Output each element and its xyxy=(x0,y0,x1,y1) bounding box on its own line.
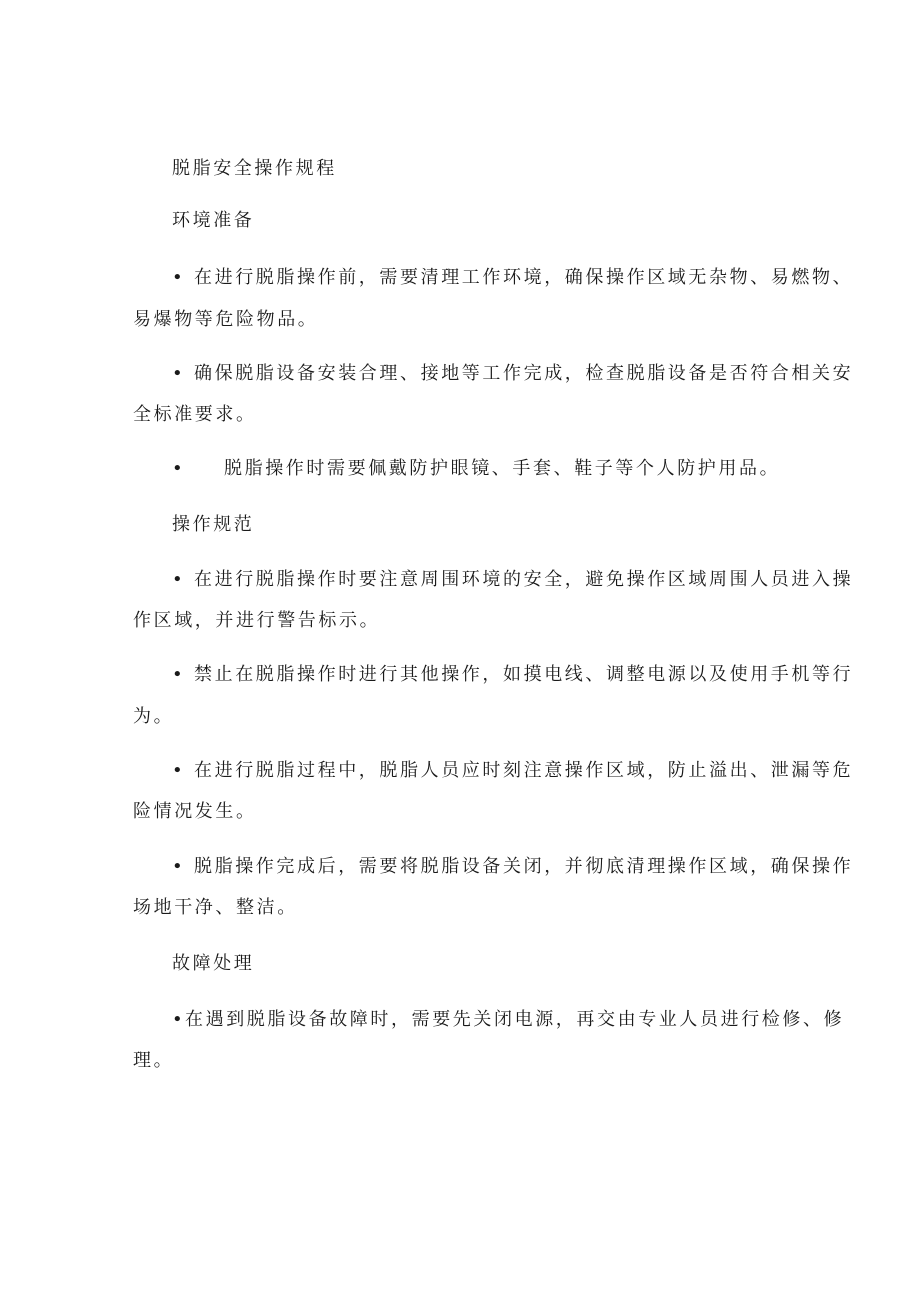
bullet-icon: • xyxy=(172,458,183,479)
list-item xyxy=(172,855,853,879)
section-heading: 环境准备 xyxy=(172,210,255,231)
list-item-text: 脱脂操作完成后，需要将脱脂设备关闭，并彻底清理操作区域，确保操作 xyxy=(194,856,854,877)
list-item xyxy=(172,457,780,481)
list-item xyxy=(172,1008,844,1032)
section-heading: 操作规范 xyxy=(172,514,255,535)
list-item xyxy=(172,663,853,687)
list-item-continuation: 为。 xyxy=(133,706,175,727)
list-item-continuation: 场地干净、整洁。 xyxy=(133,897,298,918)
bullet-icon: • xyxy=(172,760,183,781)
bullet-icon: • xyxy=(172,856,183,877)
list-item-continuation: 全标准要求。 xyxy=(133,404,257,425)
list-item-continuation: 险情况发生。 xyxy=(133,801,257,822)
bullet-icon: • xyxy=(172,569,183,590)
bullet-icon: • xyxy=(172,267,183,288)
list-item-continuation: 理。 xyxy=(133,1050,175,1071)
document-title: 脱脂安全操作规程 xyxy=(172,158,337,179)
bullet-icon: • xyxy=(172,664,183,685)
list-item xyxy=(172,362,853,386)
list-item-continuation: 易爆物等危险物品。 xyxy=(133,309,319,330)
list-item-text: 禁止在脱脂操作时进行其他操作，如摸电线、调整电源以及使用手机等行 xyxy=(194,664,854,685)
list-item xyxy=(172,266,853,290)
bullet-icon: • xyxy=(172,1009,183,1030)
list-item-text: 在遇到脱脂设备故障时，需要先关闭电源，再交由专业人员进行检修、修 xyxy=(185,1009,845,1030)
list-item-text: 在进行脱脂操作前，需要清理工作环境，确保操作区域无杂物、易燃物、 xyxy=(194,267,854,288)
list-item-text: 确保脱脂设备安装合理、接地等工作完成，检查脱脂设备是否符合相关安 xyxy=(194,363,854,384)
list-item-text: 脱脂操作时需要佩戴防护眼镜、手套、鞋子等个人防护用品。 xyxy=(224,458,781,479)
list-item-text: 在进行脱脂操作时要注意周围环境的安全，避免操作区域周围人员进入操 xyxy=(194,569,854,590)
list-item xyxy=(172,568,853,592)
list-item-continuation: 作区域，并进行警告标示。 xyxy=(133,610,381,631)
list-item-text: 在进行脱脂过程中，脱脂人员应时刻注意操作区域，防止溢出、泄漏等危 xyxy=(194,760,854,781)
section-heading: 故障处理 xyxy=(172,953,255,974)
bullet-icon: • xyxy=(172,363,183,384)
list-item xyxy=(172,759,853,783)
